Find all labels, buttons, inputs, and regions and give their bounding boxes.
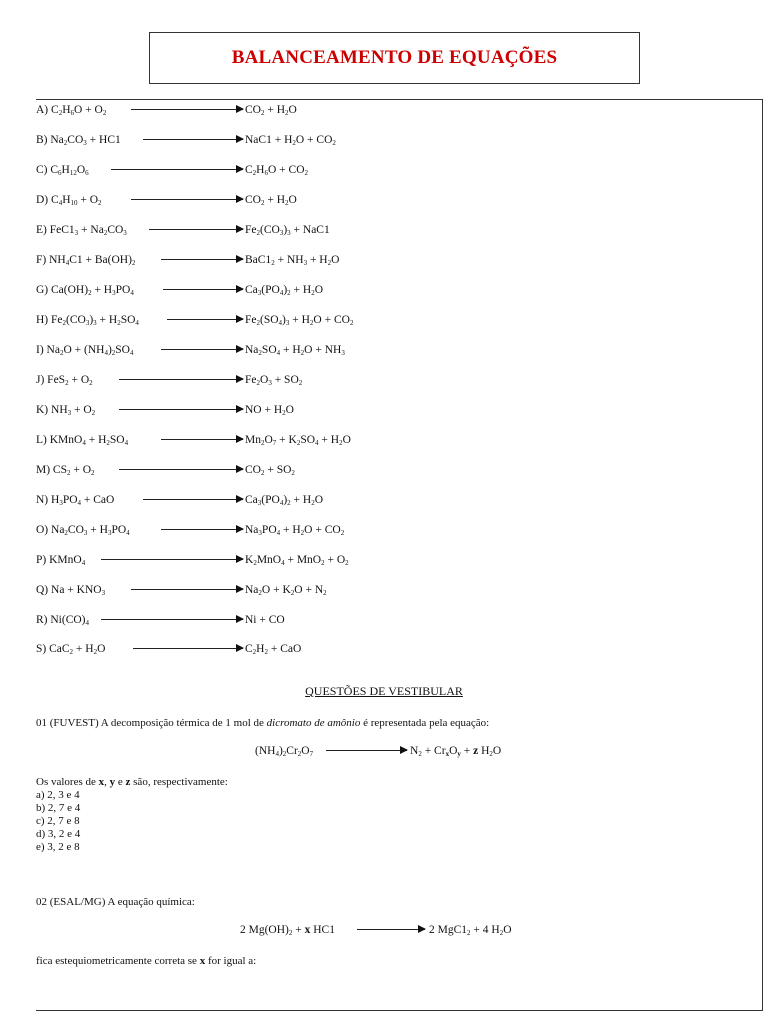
option-c: c) 2, 7 e 8 (36, 815, 80, 827)
option-d: d) 3, 2 e 4 (36, 828, 81, 840)
option-a: a) 2, 3 e 4 (36, 789, 80, 801)
question-2-equation: 2 $Mg(OH)_2 + x$ HC1 2 $MgC1_2 + 4$ $H_2O$ (240, 924, 512, 937)
option-e: e) 3, 2 e 8 (36, 841, 80, 853)
section-title: QUESTÕES DE VESTIBULAR (305, 684, 463, 698)
page-title: BALANCEAMENTO DE EQUAÇÕES (231, 47, 558, 68)
question-2-intro: 02 (ESAL/MG) A equação química: (36, 896, 195, 908)
question-1-equation: $(NH_4)_2Cr_2O_7$ $N_2 + Cr_xO_y + z$ $H_2O$ (255, 745, 502, 758)
content-frame (36, 99, 763, 1011)
option-b: b) 2, 7 e 4 (36, 802, 81, 814)
question-1-prompt: Os valores de x, y e z são, respectivamente: (36, 776, 228, 788)
question-1-intro: 01 (FUVEST) A decomposição térmica de 1 mol de dicromato de amônio é representada pela equação: (36, 717, 490, 729)
title-box (149, 32, 640, 84)
question-2-prompt: fica estequiometricamente correta se x for igual a: (36, 955, 257, 967)
